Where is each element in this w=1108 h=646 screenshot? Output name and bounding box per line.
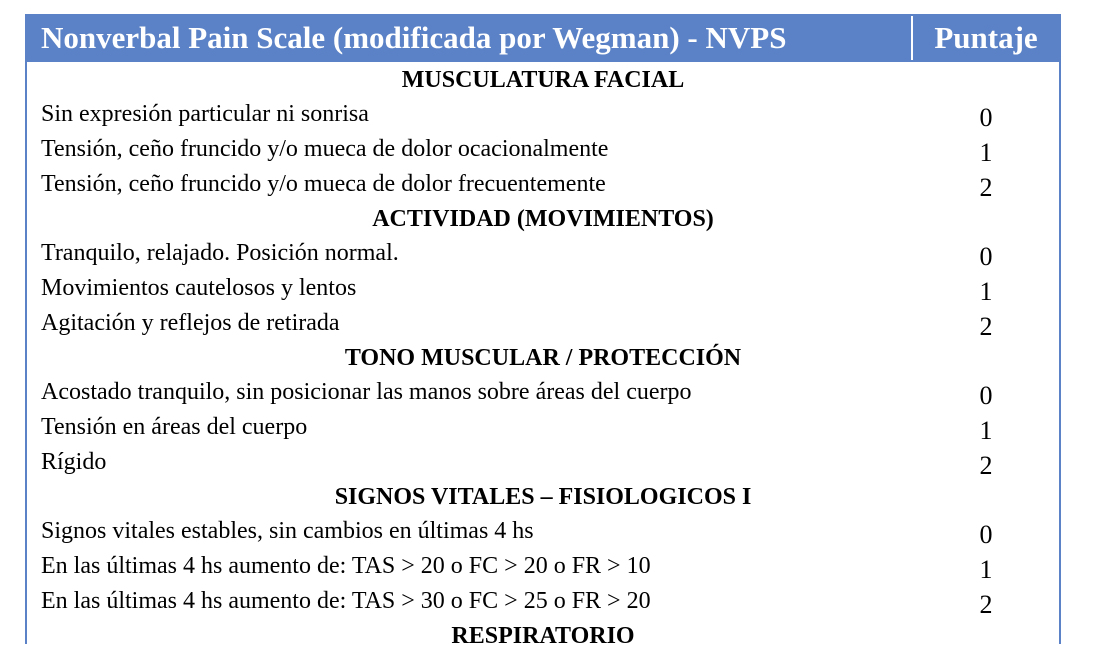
item-description: Tranquilo, relajado. Posición normal.: [41, 240, 399, 266]
table-row: [27, 132, 1059, 167]
section-title: MUSCULATURA FACIAL: [401, 67, 685, 93]
item-description: En las últimas 4 hs aumento de: TAS > 30 o FC > 25 o FR > 20: [41, 588, 651, 614]
table-title: Nonverbal Pain Scale (modificada por Wegman) - NVPS: [27, 16, 913, 60]
item-description: Signos vitales estables, sin cambios en últimas 4 hs: [41, 518, 534, 544]
section-title: SIGNOS VITALES – FISIOLOGICOS I: [334, 484, 752, 510]
item-score: 0: [979, 242, 993, 271]
nvps-table: [25, 14, 1061, 644]
section-title: TONO MUSCULAR / PROTECCIÓN: [344, 345, 742, 371]
item-score: 2: [979, 173, 993, 202]
item-score: 1: [979, 555, 993, 584]
table-body: [27, 62, 1059, 644]
item-score: 0: [979, 381, 993, 410]
table-row: [27, 271, 1059, 306]
item-description: Acostado tranquilo, sin posicionar las manos sobre áreas del cuerpo: [41, 379, 692, 405]
item-description: En las últimas 4 hs aumento de: TAS > 20 o FC > 20 o FR > 10: [41, 553, 651, 579]
item-description: Tensión en áreas del cuerpo: [41, 414, 308, 440]
item-description: Sin expresión particular ni sonrisa: [41, 101, 369, 127]
item-score: 0: [979, 103, 993, 132]
item-score: 1: [979, 138, 993, 167]
item-score: 0: [979, 520, 993, 549]
table-row: [27, 236, 1059, 271]
item-score: 1: [979, 416, 993, 445]
table-row: [27, 97, 1059, 132]
score-column-header: Puntaje: [934, 20, 1038, 55]
item-description: Rígido: [41, 449, 107, 475]
table-row: [27, 514, 1059, 549]
table-row: [27, 306, 1059, 341]
table-row: [27, 410, 1059, 445]
table-row: [27, 584, 1059, 619]
section-title: ACTIVIDAD (MOVIMIENTOS): [372, 206, 714, 232]
table-row: [27, 167, 1059, 202]
table-row: [27, 549, 1059, 584]
item-score: 2: [979, 451, 993, 480]
item-score: 2: [979, 590, 993, 619]
item-description: Tensión, ceño fruncido y/o mueca de dolor frecuentemente: [41, 171, 606, 197]
table-row: [27, 445, 1059, 480]
item-description: Movimientos cautelosos y lentos: [41, 275, 357, 301]
section-title: RESPIRATORIO: [451, 623, 635, 644]
table-row: [27, 375, 1059, 410]
table-header: [27, 16, 1059, 62]
item-score: 1: [979, 277, 993, 306]
item-description: Agitación y reflejos de retirada: [41, 310, 340, 336]
item-score: 2: [979, 312, 993, 341]
item-description: Tensión, ceño fruncido y/o mueca de dolor ocacionalmente: [41, 136, 609, 162]
